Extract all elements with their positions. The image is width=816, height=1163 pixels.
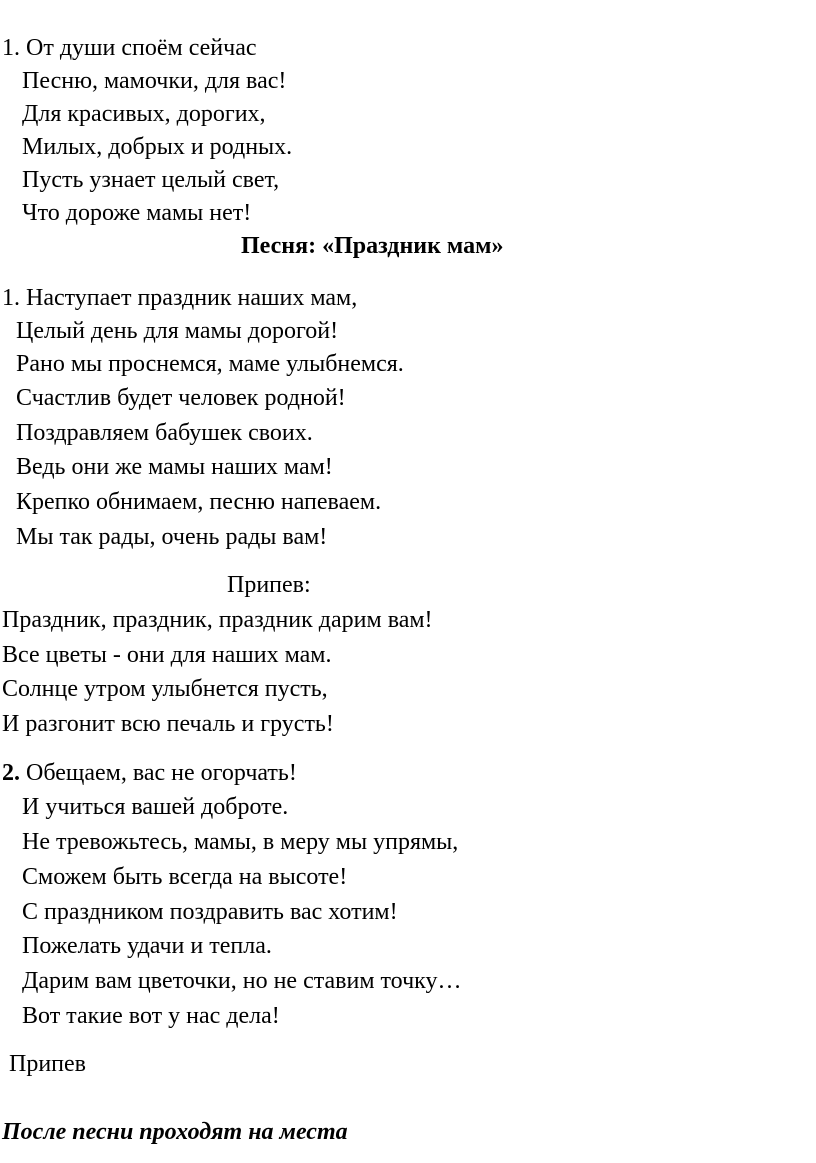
intro-verse-line-4: Милых, добрых и родных. bbox=[22, 134, 293, 160]
song-title: Песня: «Праздник мам» bbox=[241, 233, 504, 259]
verse2-line-2: И учиться вашей доброте. bbox=[22, 794, 289, 820]
verse2-first-line-text: Обещаем, вас не огорчать! bbox=[20, 760, 297, 786]
verse1-line-4: Счастлив будет человек родной! bbox=[16, 385, 346, 411]
chorus-line-4: И разгонит всю печаль и грусть! bbox=[2, 711, 334, 737]
chorus-line-3: Солнце утром улыбнется пусть, bbox=[2, 676, 328, 702]
verse1-line-6: Ведь они же мамы наших мам! bbox=[16, 454, 333, 480]
verse1-line-3: Рано мы проснемся, маме улыбнемся. bbox=[16, 351, 404, 377]
intro-verse-line-1: 1. От души споём сейчас bbox=[2, 35, 257, 61]
verse2-line-3: Не тревожьтесь, мамы, в меру мы упрямы, bbox=[22, 829, 459, 855]
verse2-line-6: Пожелать удачи и тепла. bbox=[22, 933, 272, 959]
intro-verse-line-5: Пусть узнает целый свет, bbox=[22, 167, 280, 193]
verse1-line-5: Поздравляем бабушек своих. bbox=[16, 420, 313, 446]
verse1-line-2: Целый день для мамы дорогой! bbox=[16, 318, 339, 344]
intro-verse-line-2: Песню, мамочки, для вас! bbox=[22, 68, 287, 94]
chorus-line-2: Все цветы - они для наших мам. bbox=[2, 642, 332, 668]
chorus-heading: Припев: bbox=[227, 572, 311, 598]
verse1-line-8: Мы так рады, очень рады вам! bbox=[16, 524, 328, 550]
verse2-line-1 bbox=[2, 759, 297, 787]
verse2-line-5: С праздником поздравить вас хотим! bbox=[22, 899, 398, 925]
verse2-line-7: Дарим вам цветочки, но не ставим точку… bbox=[22, 968, 462, 994]
verse2-line-4: Сможем быть всегда на высоте! bbox=[22, 864, 348, 890]
verse2-number: 2. bbox=[2, 760, 20, 786]
stage-direction: После песни проходят на места bbox=[2, 1119, 348, 1145]
chorus-repeat: Припев bbox=[9, 1051, 87, 1077]
verse1-line-1: 1. Наступает праздник наших мам, bbox=[2, 285, 358, 311]
intro-verse-line-3: Для красивых, дорогих, bbox=[22, 101, 266, 127]
verse2-line-8: Вот такие вот у нас дела! bbox=[22, 1003, 280, 1029]
chorus-line-1: Праздник, праздник, праздник дарим вам! bbox=[2, 607, 433, 633]
intro-verse-line-6: Что дороже мамы нет! bbox=[22, 200, 252, 226]
verse1-line-7: Крепко обнимаем, песню напеваем. bbox=[16, 489, 382, 515]
